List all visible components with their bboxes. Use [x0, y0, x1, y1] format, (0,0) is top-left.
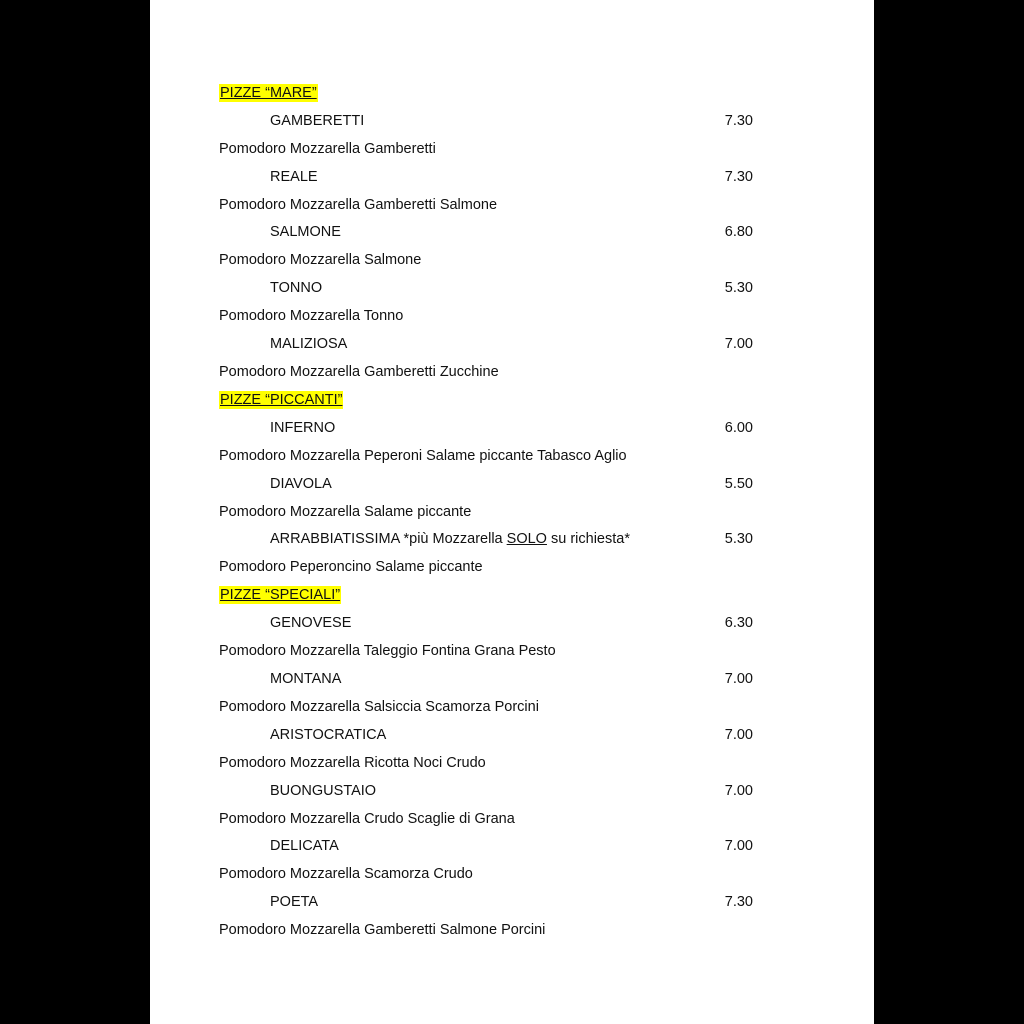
item-name: BUONGUSTAIO	[270, 783, 377, 799]
item-price: 7.30	[724, 113, 753, 129]
item-name: ARISTOCRATICA	[270, 727, 387, 743]
item-price: 6.30	[724, 615, 753, 631]
item-name: INFERNO	[270, 420, 336, 436]
item-description: Pomodoro Mozzarella Salame piccante	[219, 504, 472, 520]
item-name-text-end: su richiesta*	[546, 531, 630, 547]
section-heading-speciali: PIZZE “SPECIALI”	[220, 587, 341, 603]
item-name: TONNO	[270, 280, 323, 296]
item-description: Pomodoro Mozzarella Salsiccia Scamorza Porcini	[219, 699, 539, 715]
item-name-text: ARRABBIATISSIMA *più Mozzarella	[270, 531, 507, 547]
item-name: MONTANA	[270, 671, 342, 687]
section-heading-mare: PIZZE “MARE”	[220, 85, 317, 101]
item-price: 6.00	[724, 420, 753, 436]
item-description: Pomodoro Peperoncino Salame piccante	[219, 559, 483, 575]
item-price: 5.50	[724, 476, 753, 492]
item-name: REALE	[270, 169, 318, 185]
item-description: Pomodoro Mozzarella Taleggio Fontina Grana Pesto	[219, 643, 556, 659]
item-description: Pomodoro Mozzarella Gamberetti Salmone	[219, 197, 498, 213]
item-price: 6.80	[724, 224, 753, 240]
item-price: 7.30	[724, 894, 753, 910]
item-description: Pomodoro Mozzarella Crudo Scaglie di Grana	[219, 811, 515, 827]
item-name: GENOVESE	[270, 615, 352, 631]
item-name: GAMBERETTI	[270, 113, 365, 129]
item-name	[270, 530, 630, 548]
item-price: 7.00	[724, 727, 753, 743]
item-price: 7.00	[724, 783, 753, 799]
item-description: Pomodoro Mozzarella Gamberetti	[219, 141, 436, 157]
item-name: DELICATA	[270, 838, 339, 854]
item-price: 7.00	[724, 838, 753, 854]
item-description: Pomodoro Mozzarella Peperoni Salame piccante Tabasco Aglio	[219, 448, 627, 464]
item-name: POETA	[270, 894, 319, 910]
item-description: Pomodoro Mozzarella Ricotta Noci Crudo	[219, 755, 486, 771]
section-heading-piccanti: PIZZE “PICCANTI”	[220, 392, 343, 408]
item-price: 7.00	[724, 671, 753, 687]
item-price: 7.00	[724, 336, 753, 352]
item-description: Pomodoro Mozzarella Gamberetti Salmone Porcini	[219, 922, 546, 938]
item-price: 7.30	[724, 169, 753, 185]
item-name: DIAVOLA	[270, 476, 332, 492]
item-description: Pomodoro Mozzarella Salmone	[219, 252, 422, 268]
menu-page	[150, 0, 874, 1024]
item-description: Pomodoro Mozzarella Tonno	[219, 308, 404, 324]
item-name: SALMONE	[270, 224, 341, 240]
item-description: Pomodoro Mozzarella Scamorza Crudo	[219, 866, 473, 882]
item-name-underlined: SOLO	[506, 531, 547, 547]
item-price: 5.30	[724, 280, 753, 296]
item-description: Pomodoro Mozzarella Gamberetti Zucchine	[219, 364, 499, 380]
item-name: MALIZIOSA	[270, 336, 348, 352]
item-price: 5.30	[724, 531, 753, 547]
